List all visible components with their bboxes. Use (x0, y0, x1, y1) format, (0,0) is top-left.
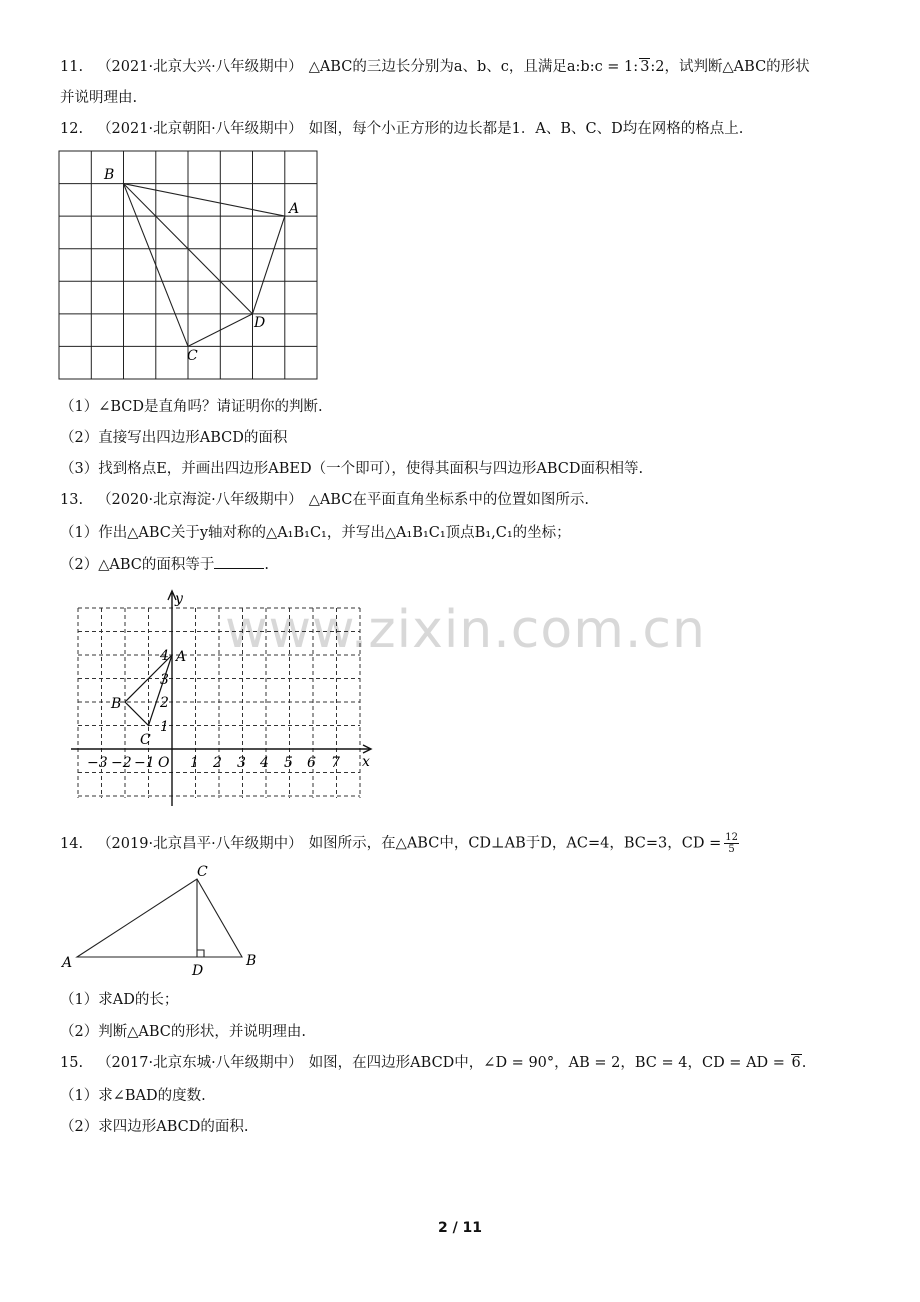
q13-sub2 (60, 554, 269, 575)
fraction (724, 832, 739, 855)
q15-sub2: （2）求四边形ABCD的面积. (60, 1119, 249, 1135)
x-tick-label: −1 (134, 755, 155, 771)
sqrt-expression: 6 (791, 1055, 801, 1071)
grid-figure-q12 (58, 150, 320, 384)
label-a: A (176, 649, 187, 665)
x-tick-label: 4 (260, 755, 269, 771)
question-number: 12. (60, 121, 84, 137)
answer-blank[interactable] (214, 554, 264, 569)
question-source: （2020·北京海淀·八年级期中） (97, 492, 303, 508)
x-tick-label: 2 (213, 755, 222, 771)
question-text: △ABC的三边长分别为a、b、c，且满足a:b:c = 1: (308, 59, 639, 75)
question-text-end: . (801, 1055, 807, 1071)
triangle-figure-q14 (58, 862, 268, 980)
x-tick-label: 7 (331, 755, 340, 771)
coordinate-figure-q13 (68, 588, 380, 810)
question-11-cont (60, 88, 137, 108)
y-tick-label: 3 (160, 672, 169, 688)
q12-sub3: （3）找到格点E，并画出四边形ABED（一个即可），使得其面积与四边形ABCD面积相等. (60, 461, 644, 477)
question-text: 如图，在四边形ABCD中，∠D = 90°，AB = 2，BC = 4，CD = AD = (308, 1055, 790, 1071)
q13-sub1: （1）作出△ABC关于y轴对称的△A₁B₁C₁，并写出△A₁B₁C₁顶点B₁,C₁的坐标； (60, 525, 571, 541)
question-11 (60, 57, 810, 77)
fraction-denominator: 5 (728, 844, 735, 855)
question-text: 如图，每个小正方形的边长都是1．A、B、C、D均在网格的格点上. (308, 121, 744, 137)
question-number: 13. (60, 492, 84, 508)
question-text: 如图所示，在△ABC中，CD⊥AB于D，AC=4，BC=3，CD = (308, 835, 722, 852)
x-tick-label: 3 (237, 755, 246, 771)
q12-sub2: （2）直接写出四边形ABCD的面积 (60, 430, 288, 446)
watermark: www.zixin.com.cn (225, 600, 706, 660)
q14-sub2: （2）判断△ABC的形状，并说明理由. (60, 1024, 306, 1040)
x-tick-label: 6 (307, 755, 316, 771)
y-tick-label: 4 (160, 648, 169, 664)
q15-sub1: （1）求∠BAD的度数. (60, 1088, 206, 1104)
x-axis-label: x (362, 754, 370, 770)
question-text: △ABC在平面直角坐标系中的位置如图所示. (308, 492, 589, 508)
x-tick-label: 1 (190, 755, 199, 771)
question-source: （2017·北京东城·八年级期中） (97, 1055, 303, 1071)
y-tick-labels (159, 648, 169, 735)
x-tick-label: −3 (87, 755, 108, 771)
question-source: （2021·北京大兴·八年级期中） (97, 59, 303, 75)
x-tick-label: −2 (111, 755, 132, 771)
question-number: 14. (60, 835, 84, 852)
y-axis-label: y (175, 591, 183, 607)
q13-sub2-period: . (264, 557, 269, 573)
x-tick-labels (87, 755, 340, 771)
x-tick-label: 5 (284, 755, 293, 771)
label-a: A (62, 955, 73, 971)
sqrt-expression: 3 (640, 59, 650, 75)
q12-sub1: （1）∠BCD是直角吗？请证明你的判断. (60, 399, 323, 415)
y-tick-label: 1 (160, 719, 169, 735)
q13-sub2-text: （2）△ABC的面积等于 (60, 557, 215, 573)
page-number: 2 / 11 (437, 1220, 483, 1236)
y-tick-label: 2 (160, 695, 169, 711)
label-c: C (197, 864, 208, 880)
label-d: D (192, 963, 204, 979)
label-a: A (289, 201, 300, 217)
question-12 (60, 119, 743, 139)
label-b: B (104, 167, 115, 183)
fraction-numerator: 12 (725, 832, 738, 843)
question-text-cont: :2，试判断△ABC的形状 (650, 59, 810, 75)
label-b: B (246, 953, 257, 969)
question-number: 11. (60, 59, 84, 75)
label-b: B (111, 696, 122, 712)
q14-sub1: （1）求AD的长； (60, 992, 179, 1008)
label-c: C (140, 732, 151, 748)
question-15 (60, 1053, 806, 1073)
label-d: D (254, 315, 266, 331)
question-14 (60, 832, 739, 855)
question-source: （2021·北京朝阳·八年级期中） (97, 121, 303, 137)
question-source: （2019·北京昌平·八年级期中） (97, 835, 303, 852)
origin-label: O (158, 755, 170, 771)
question-13 (60, 490, 589, 510)
label-c: C (187, 348, 198, 364)
question-number: 15. (60, 1055, 84, 1071)
question-text-line2: 并说明理由. (60, 90, 138, 106)
